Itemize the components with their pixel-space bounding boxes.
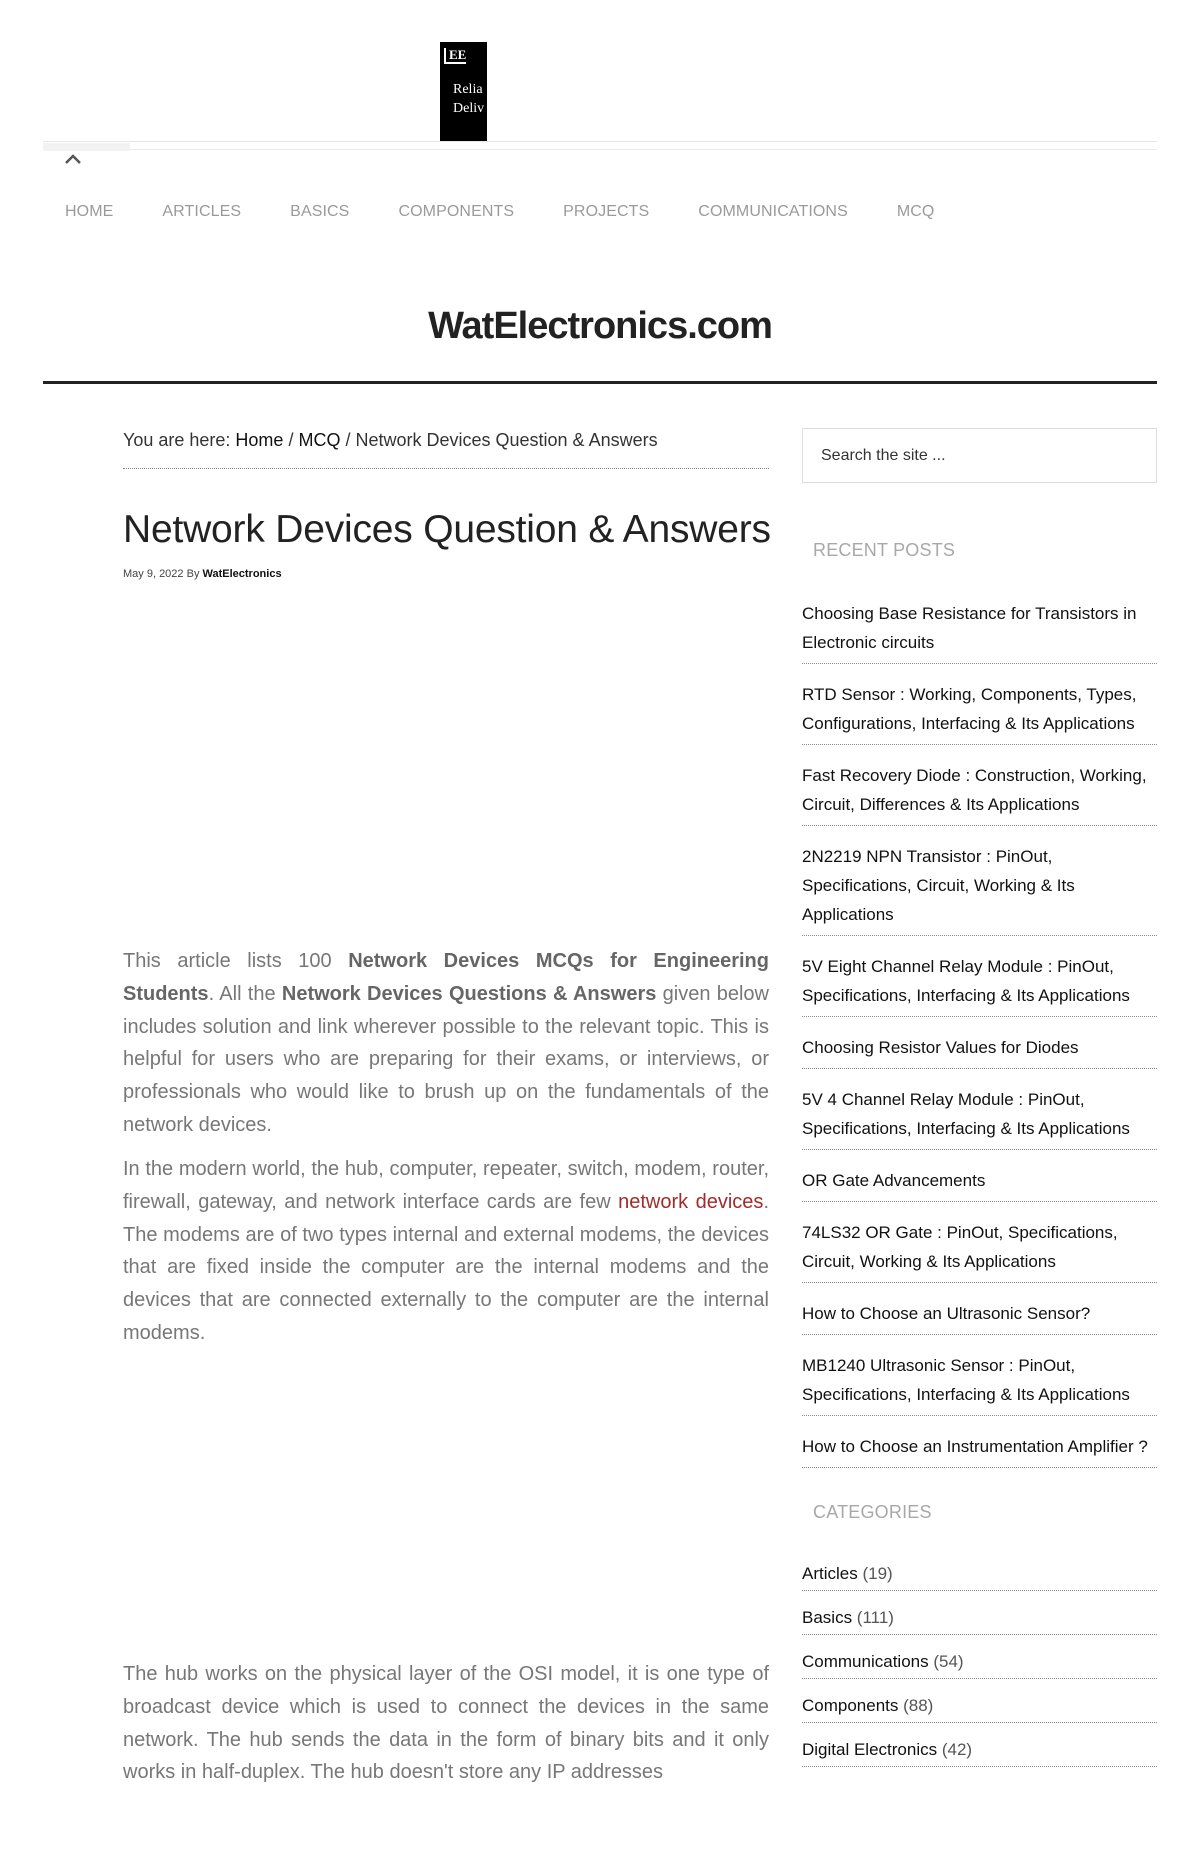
recent-post-link[interactable]: RTD Sensor : Working, Components, Types, Configurations, Interfacing & Its Applications xyxy=(802,685,1137,733)
categories-heading: CATEGORIES xyxy=(813,1502,932,1522)
breadcrumb-mcq-link[interactable]: MCQ xyxy=(298,430,341,450)
category-link[interactable]: Articles xyxy=(802,1564,858,1583)
chevron-up-icon[interactable] xyxy=(63,152,83,166)
category-link[interactable]: Components xyxy=(802,1696,899,1715)
breadcrumb-separator: / xyxy=(340,430,356,450)
logo-text-line-1: Relia xyxy=(453,82,483,97)
recent-post-link[interactable]: Fast Recovery Diode : Construction, Working, Circuit, Differences & Its Applications xyxy=(802,766,1147,814)
nav-item-home[interactable]: HOME xyxy=(65,203,114,220)
category-link[interactable]: Communications xyxy=(802,1652,929,1671)
text-run: given below includes solution and link wherever possible to the relevant topic. This is helpful for users who are preparing for their exams, or interviews, or professionals who would like to brush up on the fundamentals of the network devices. xyxy=(123,982,769,1136)
bold-text: Network Devices Questions & Answers xyxy=(281,982,657,1005)
recent-post-link[interactable]: OR Gate Advancements xyxy=(802,1171,986,1190)
categories-list xyxy=(802,1558,1157,1778)
breadcrumb xyxy=(123,430,658,451)
nav-item-components[interactable]: COMPONENTS xyxy=(398,203,515,220)
post-date: May 9, 2022 xyxy=(123,568,184,580)
list-item xyxy=(802,1028,1157,1069)
text-run: . All the xyxy=(208,982,282,1005)
main-nav xyxy=(65,200,983,224)
breadcrumb-current: Network Devices Question & Answers xyxy=(355,430,658,450)
top-divider xyxy=(43,141,1157,142)
nav-item-mcq[interactable]: MCQ xyxy=(896,203,935,220)
list-item xyxy=(802,1427,1157,1468)
recent-post-link[interactable]: 2N2219 NPN Transistor : PinOut, Specifications, Circuit, Working & Its Applications xyxy=(802,847,1075,924)
category-link[interactable]: Digital Electronics xyxy=(802,1740,938,1759)
list-item xyxy=(802,1690,1157,1723)
nav-item-articles[interactable]: ARTICLES xyxy=(162,203,242,220)
category-count: (19) xyxy=(857,1564,893,1583)
list-item xyxy=(802,675,1157,745)
list-item xyxy=(802,1294,1157,1335)
collapse-tab xyxy=(43,143,130,151)
recent-post-link[interactable]: How to Choose an Instrumentation Amplifier ? xyxy=(802,1437,1148,1456)
site-logo[interactable] xyxy=(440,42,487,142)
text-run: This article lists 100 xyxy=(123,950,349,972)
text-run: In the modern world, the hub, computer, repeater, switch, modem, router, firewall, gateway, and network interface cards are few xyxy=(123,1158,769,1213)
article-paragraph-hub: The hub works on the physical layer of the OSI model, it is one type of broadcast device which is used to connect the devices in the same network. The hub sends the data in the form of binary bits and it only works in half-duplex. The hub doesn't store any IP addresses xyxy=(123,1663,769,1784)
list-item xyxy=(802,1213,1157,1283)
recent-posts-list xyxy=(802,594,1157,1479)
post-meta xyxy=(123,568,282,580)
logo-text-line-2: Deliv xyxy=(453,101,485,116)
search-input[interactable] xyxy=(802,428,1157,483)
network-devices-link[interactable]: network devices xyxy=(618,1190,764,1213)
top-divider-secondary xyxy=(130,149,1157,150)
bold-text: Network Devices MCQs for Engineering Students xyxy=(123,950,769,1005)
category-count: (88) xyxy=(898,1696,934,1715)
site-title[interactable]: WatElectronics.com xyxy=(428,305,772,347)
recent-post-link[interactable]: 5V Eight Channel Relay Module : PinOut, Specifications, Interfacing & Its Applications xyxy=(802,957,1130,1005)
list-item xyxy=(802,947,1157,1017)
post-author-link[interactable]: WatElectronics xyxy=(202,568,282,580)
list-item xyxy=(802,837,1157,936)
recent-post-link[interactable]: 74LS32 OR Gate : PinOut, Specifications, Circuit, Working & Its Applications xyxy=(802,1223,1118,1271)
logo-text-top: EE xyxy=(444,48,466,64)
recent-post-link[interactable]: 5V 4 Channel Relay Module : PinOut, Specifications, Interfacing & Its Applications xyxy=(802,1090,1130,1138)
nav-item-communications[interactable]: COMMUNICATIONS xyxy=(698,203,848,220)
category-count: (111) xyxy=(852,1608,894,1627)
category-count: (42) xyxy=(937,1740,973,1759)
list-item xyxy=(802,1602,1157,1635)
header-divider xyxy=(43,381,1157,384)
nav-item-projects[interactable]: PROJECTS xyxy=(563,203,650,220)
text-run: . The modems are of two types internal and external modems, the devices that are fixed inside the computer are the internal modems and the devices that are connected externally to the computer are the internal modems. xyxy=(123,1190,769,1344)
nav-item-basics[interactable]: BASICS xyxy=(290,203,350,220)
recent-posts-heading: RECENT POSTS xyxy=(813,540,956,560)
article-paragraph-devices xyxy=(123,1153,769,1350)
recent-post-link[interactable]: How to Choose an Ultrasonic Sensor? xyxy=(802,1304,1091,1323)
breadcrumb-separator: / xyxy=(283,430,299,450)
list-item xyxy=(802,756,1157,826)
list-item xyxy=(802,1734,1157,1767)
list-item xyxy=(802,1161,1157,1202)
recent-post-link[interactable]: Choosing Base Resistance for Transistors in Electronic circuits xyxy=(802,604,1137,652)
recent-post-link[interactable]: Choosing Resistor Values for Diodes xyxy=(802,1038,1079,1057)
article-paragraph-intro xyxy=(123,945,769,1142)
category-link[interactable]: Basics xyxy=(802,1608,853,1627)
list-item xyxy=(802,594,1157,664)
post-by: By xyxy=(183,568,203,580)
list-item xyxy=(802,1646,1157,1679)
breadcrumb-home-link[interactable]: Home xyxy=(235,430,284,450)
recent-post-link[interactable]: MB1240 Ultrasonic Sensor : PinOut, Specifications, Interfacing & Its Applications xyxy=(802,1356,1130,1404)
breadcrumb-prefix: You are here: xyxy=(123,430,236,450)
list-item xyxy=(802,1080,1157,1150)
list-item xyxy=(802,1558,1157,1591)
category-count: (54) xyxy=(928,1652,964,1671)
page-title: Network Devices Question & Answers xyxy=(123,508,771,551)
list-item xyxy=(802,1346,1157,1416)
breadcrumb-divider xyxy=(123,468,769,469)
